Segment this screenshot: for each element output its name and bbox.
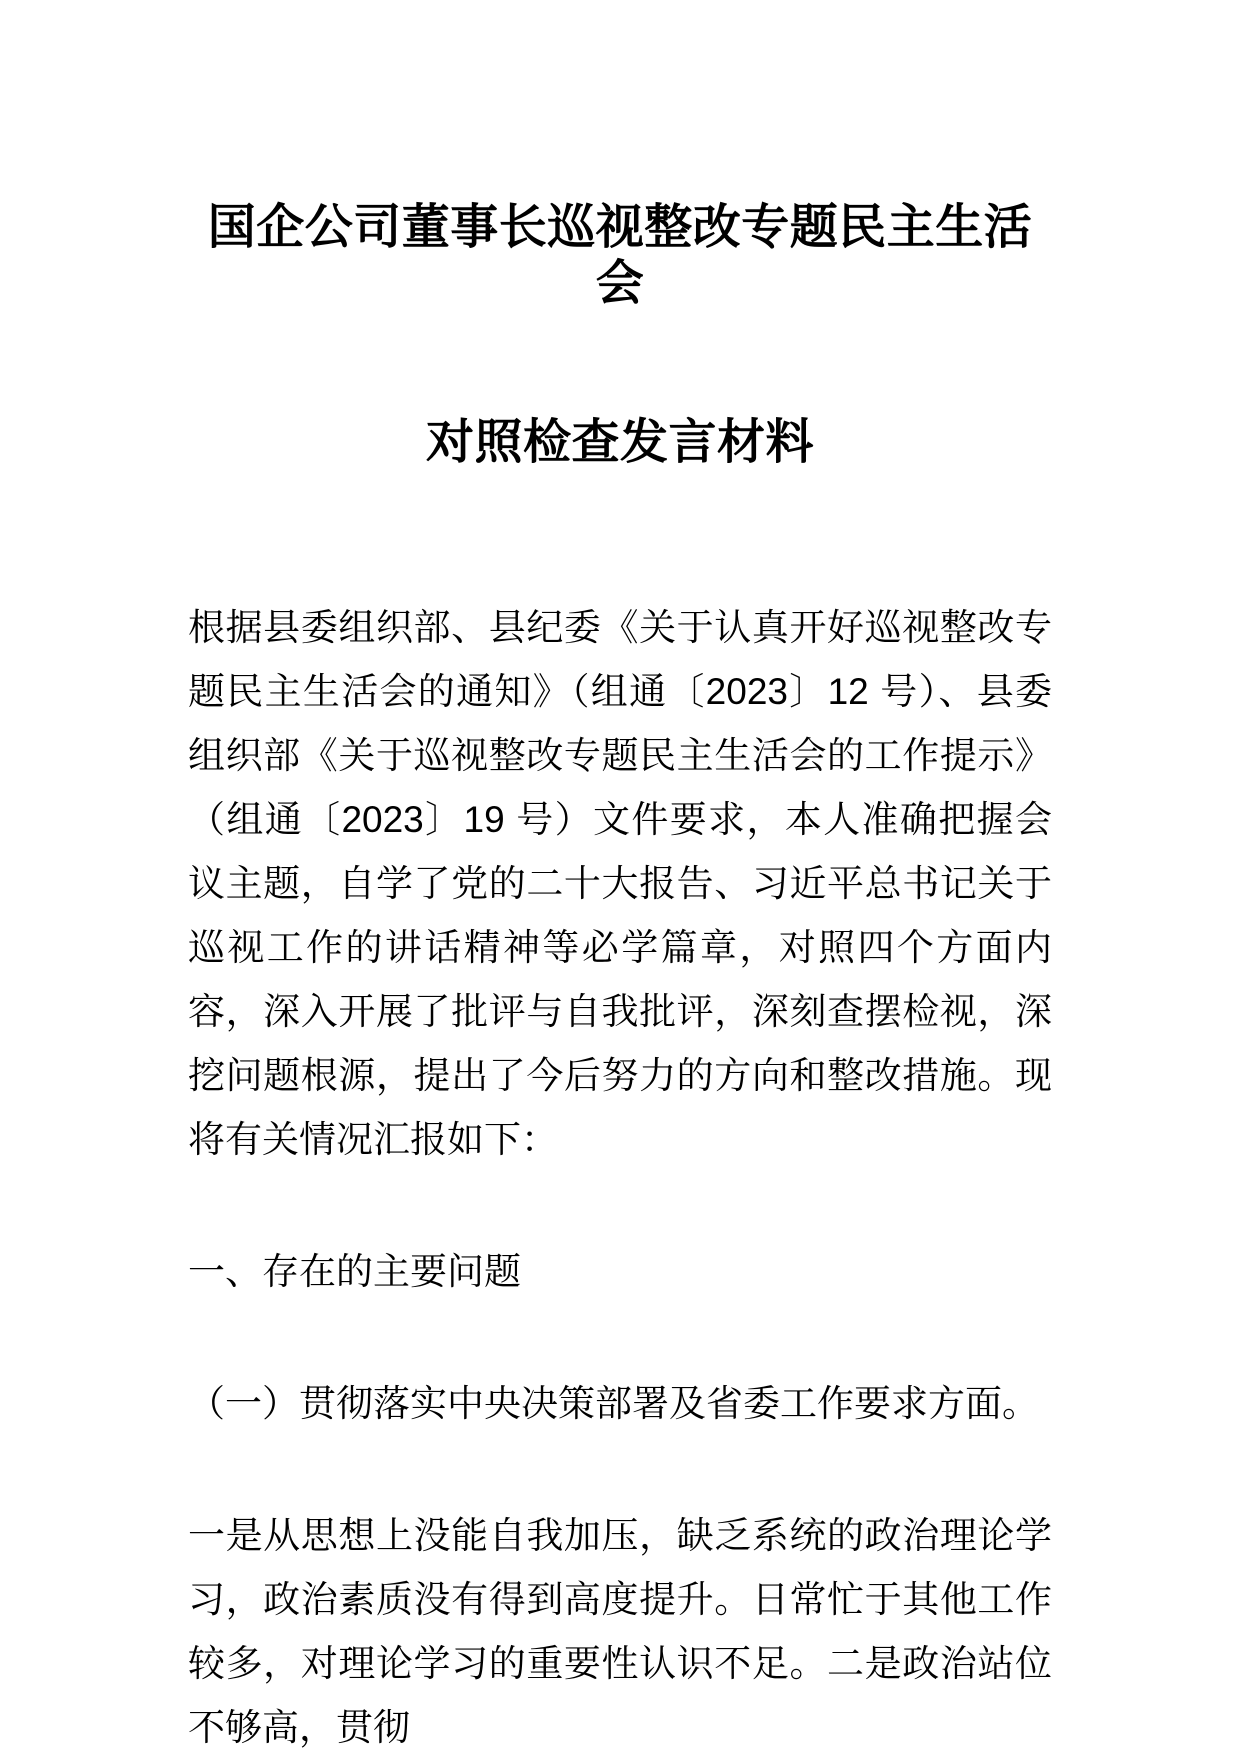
document-title-line-1: 国企公司董事长巡视整改专题民主生活会 [207, 201, 1033, 310]
intro-paragraph: 根据县委组织部、县纪委《关于认真开好巡视整改专题民主生活会的通知》（组通〔2023〕12 号）、县委组织部《关于巡视整改专题民主生活会的工作提示》（组通〔2023〕19 号）文件要求，本人准确把握会议主题，自学了党的二十大报告、习近平总书记关于巡视工作的讲话精神等必学篇章，对照四个方面内容，深入开展了批评与自我批评，深刻查摆检视，深挖问题根源，提出了今后努力的方向和整改措施。现将有关情况汇报如下： [188, 607, 1052, 1160]
section-1-heading: 一、存在的主要问题 [188, 1251, 521, 1292]
issues-paragraph: 一是从思想上没能自我加压，缺乏系统的政治理论学习，政治素质没有得到高度提升。日常忙于其他工作较多，对理论学习的重要性认识不足。二是政治站位不够高，贯彻 [188, 1515, 1052, 1748]
document-title-line-2: 对照检查发言材料 [425, 416, 814, 469]
subsection-1-1-heading: （一）贯彻落实中央决策部署及省委工作要求方面。 [188, 1383, 1039, 1424]
